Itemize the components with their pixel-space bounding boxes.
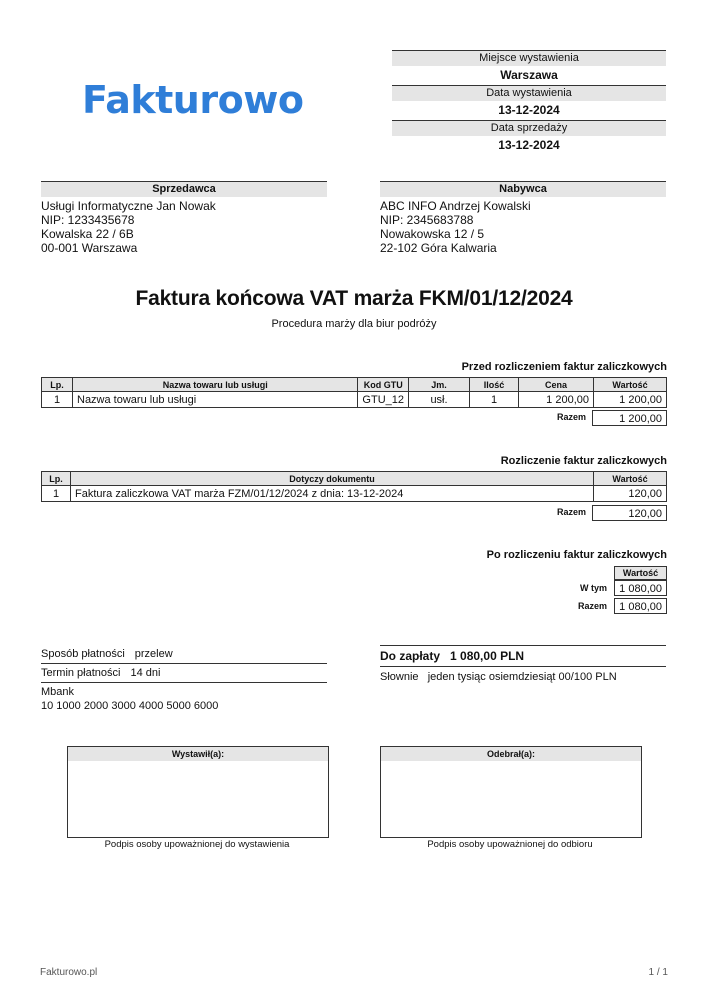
amount-words-value: jeden tysiąc osiemdziesiąt 00/100 PLN [427,671,617,683]
payment-term-value: 14 dni [130,667,161,679]
after-wtym-label: W tym [580,583,607,593]
payment-method-row [41,645,327,664]
footer-site: Fakturowo.pl [40,967,98,978]
issuer-signature-box [67,746,329,838]
seller-name: Usługi Informatyczne Jan Nowak [41,199,216,213]
seller-city: 00-001 Warszawa [41,241,138,255]
payment-method-value: przelew [134,648,173,660]
adv-cell-lp: 1 [42,486,71,502]
adv-cell-doc: Faktura zaliczkowa VAT marża FZM/01/12/2024 z dnia: 13-12-2024 [71,486,594,502]
buyer-block [380,181,666,255]
seller-header: Sprzedawca [41,181,327,197]
cell-value: 1 200,00 [594,392,667,408]
col-name: Nazwa towaru lub usługi [73,378,358,392]
adv-col-value: Wartość [594,472,667,486]
receiver-signature-box [380,746,642,838]
advance-total-label: Razem [556,507,586,517]
after-total-value: 1 080,00 [614,598,667,614]
table-row [42,486,667,502]
payment-term-row [41,664,327,683]
payment-method-label: Sposób płatności [41,648,125,660]
issue-date-label: Data wystawienia [392,85,666,101]
issue-date-value: 13-12-2024 [498,103,560,117]
amount-words-label: Słownie [380,671,419,683]
before-total-label: Razem [556,412,586,422]
amount-due-label: Do zapłaty [380,649,441,663]
col-gtu: Kod GTU [358,378,409,392]
brand-logo: Fakturowo [82,78,304,122]
seller-block [41,181,327,255]
buyer-city: 22-102 Góra Kalwaria [380,241,497,255]
before-total-value: 1 200,00 [592,410,667,426]
advance-table [41,471,667,502]
sale-date-value: 13-12-2024 [498,138,560,152]
buyer-nip: NIP: 2345683788 [380,213,474,227]
after-wtym-value: 1 080,00 [614,580,667,596]
col-price: Cena [519,378,594,392]
place-label: Miejsce wystawienia [392,50,666,66]
advance-heading: Rozliczenie faktur zaliczkowych [500,455,667,467]
bank-account: 10 1000 2000 3000 4000 5000 6000 [41,700,219,712]
col-lp: Lp. [42,378,73,392]
after-header: Wartość [614,566,667,580]
invoice-subtitle: Procedura marży dla biur podróży [271,318,437,330]
place-value: Warszawa [500,68,558,82]
adv-col-lp: Lp. [42,472,71,486]
advance-total-value: 120,00 [592,505,667,521]
buyer-header: Nabywca [380,181,666,197]
cell-name: Nazwa towaru lub usługi [73,392,358,408]
col-unit: Jm. [409,378,470,392]
receiver-signature-header: Odebrał(a): [381,747,641,761]
before-heading: Przed rozliczeniem faktur zaliczkowych [461,361,667,373]
adv-cell-value: 120,00 [594,486,667,502]
invoice-meta [392,50,666,155]
issuer-signature-header: Wystawił(a): [68,747,328,761]
amount-words-row [380,667,666,687]
bank-name: Mbank [41,686,75,698]
receiver-signature-caption: Podpis osoby upoważnionej do odbioru [427,839,593,850]
cell-gtu: GTU_12 [358,392,409,408]
payment-term-label: Termin płatności [41,667,121,679]
issuer-signature-caption: Podpis osoby upoważnionej do wystawienia [104,839,290,850]
items-table [41,377,667,408]
sale-date-label: Data sprzedaży [392,120,666,136]
amount-due-value: 1 080,00 PLN [450,649,525,663]
seller-nip: NIP: 1233435678 [41,213,135,227]
seller-street: Kowalska 22 / 6B [41,227,134,241]
invoice-title: Faktura końcowa VAT marża FKM/01/12/2024 [135,287,573,310]
amount-due-row [380,645,666,667]
cell-lp: 1 [42,392,73,408]
buyer-street: Nowakowska 12 / 5 [380,227,485,241]
payment-block [41,645,327,713]
after-heading: Po rozliczeniu faktur zaliczkowych [486,549,667,561]
footer-page-number: 1 / 1 [648,967,668,978]
buyer-name: ABC INFO Andrzej Kowalski [380,199,531,213]
col-qty: Ilość [470,378,519,392]
cell-price: 1 200,00 [519,392,594,408]
adv-col-doc: Dotyczy dokumentu [71,472,594,486]
after-total-label: Razem [577,601,607,611]
cell-qty: 1 [470,392,519,408]
amount-due-block [380,645,666,687]
table-row [42,392,667,408]
col-value: Wartość [594,378,667,392]
cell-unit: usł. [409,392,470,408]
